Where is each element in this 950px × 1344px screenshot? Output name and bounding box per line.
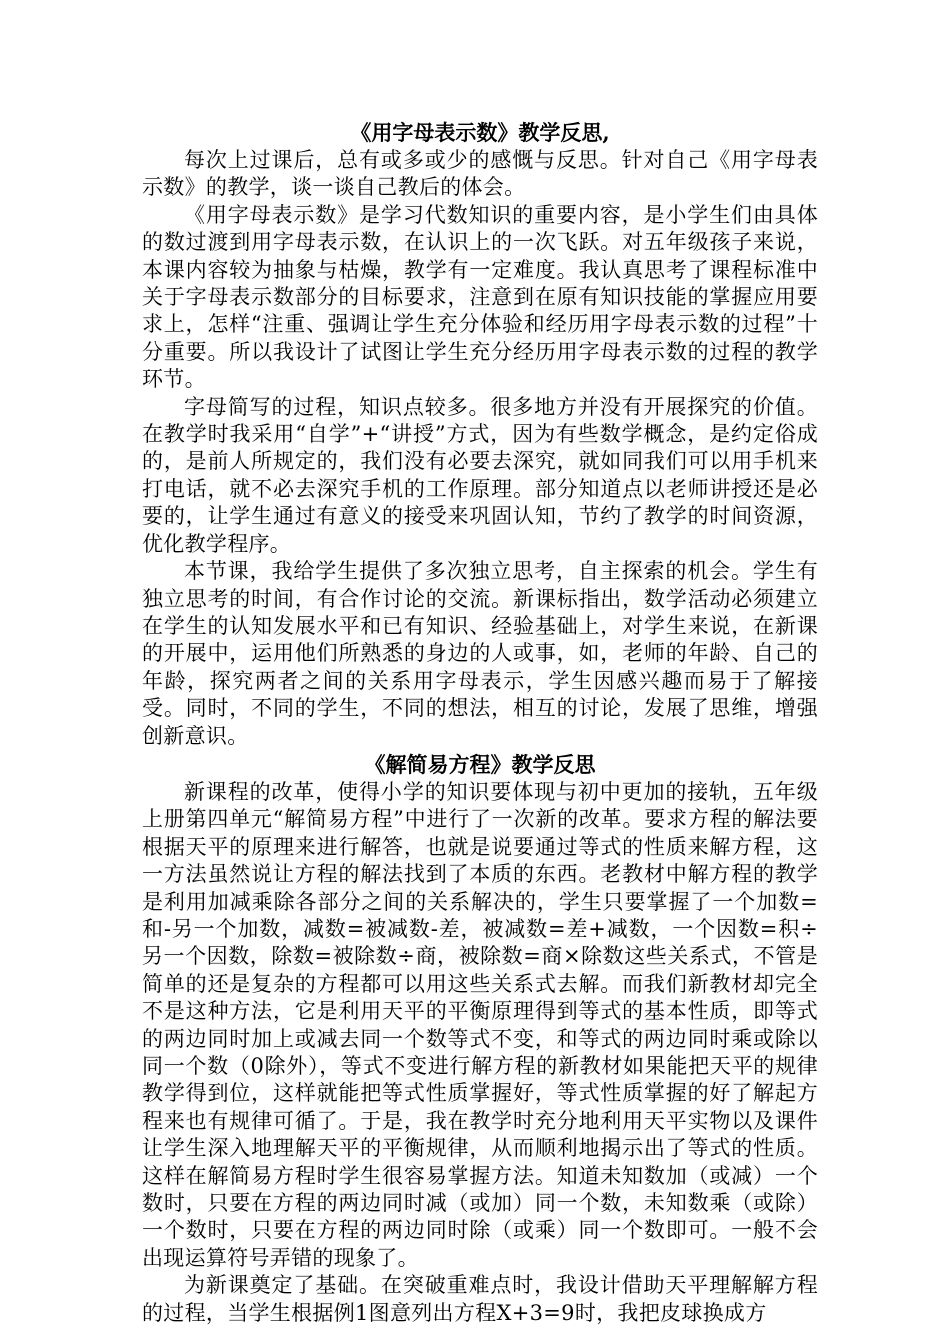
paragraph: 新课程的改革，使得小学的知识要体现与初中更加的接轨，五年级上册第四单元“解简易方程”中进行了一次新的改革。要求方程的解法要根据天平的原理来进行解答，也就是说要通过等式的性质来解方程，这一方法虽然说让方程的解法找到了本质的东西。老教材中解方程的教学是利用加减乘除各部分之间的关系解决的，学生只要掌握了一个加数=和-另一个加数，减数=被减数-差，被减数=差+减数，一个因数=积÷另一个因数，除数=被除数÷商，被除数=商×除数这些关系式，不管是简单的还是复杂的方程都可以用这些关系式去解。而我们新教材却完全不是这种方法，它是利用天平的平衡原理得到等式的基本性质，即等式的两边同时加上或减去同一个数等式不变，和等式的两边同时乘或除以同一个数（0除外），等式不变进行解方程的新教材如果能把天平的规律教学得到位，这样就能把等式性质掌握好，等式性质掌握的好了解起方程来也有规律可循了。于是，我在教学时充分地利用天平实物以及课件让学生深入地理解天平的平衡规律，从而顺利地揭示出了等式的性质。这样在解简易方程时学生很容易掌握方法。知道未知数加（或减）一个数时，只要在方程的两边同时减（或加）同一个数，未知数乘（或除）一个数时，只要在方程的两边同时除（或乘）同一个数即可。一般不会出现运算符号弄错的现象了。 — [142, 779, 818, 1270]
section-title-equations: 《解简易方程》教学反思 — [364, 751, 596, 777]
section-title-letters: 《用字母表示数》教学反思, — [350, 120, 610, 145]
paragraph: 本节课，我给学生提供了多次独立思考，自主探索的机会。学生有独立思考的时间，有合作讨论的交流。新课标指出，数学活动必须建立在学生的认知发展水平和已有知识、经验基础上，对学生来说，在新课的开展中，运用他们所熟悉的身边的人或事，如，老师的年龄、自己的年龄，探究两者之间的关系用字母表示，学生因感兴趣而易于了解接受。同时，不同的学生，不同的想法，相互的讨论，发展了思维，增强创新意识。 — [142, 559, 818, 748]
paragraph: 为新课奠定了基础。在突破重难点时，我设计借助天平理解解方程的过程，当学生根据例1图意列出方程X+3=9时，我把皮球换成方 — [142, 1273, 818, 1325]
paragraph: 《用字母表示数》是学习代数知识的重要内容，是小学生们由具体的数过渡到用字母表示数，在认识上的一次飞跃。对五年级孩子来说，本课内容较为抽象与枯燥，教学有一定难度。我认真思考了课程标准中关于字母表示数部分的目标要求，注意到在原有知识技能的掌握应用要求上，怎样“注重、强调让学生充分体验和经历用字母表示数的过程”十分重要。所以我设计了试图让学生充分经历用字母表示数的过程的教学环节。 — [142, 202, 818, 392]
paragraph: 每次上过课后，总有或多或少的感慨与反思。针对自己《用字母表示数》的教学，谈一谈自己教后的体会。 — [142, 148, 818, 200]
paragraph: 字母简写的过程，知识点较多。很多地方并没有开展探究的价值。在教学时我采用“自学”+“讲授”方式，因为有些数学概念，是约定俗成的，是前人所规定的，我们没有必要去深究，就如同我们可以用手机来打电话，就不必去深究手机的工作原理。部分知道点以老师讲授还是必要的，让学生通过有意义的接受来巩固认知，节约了教学的时间资源，优化教学程序。 — [142, 394, 818, 556]
document-page — [142, 118, 818, 1327]
